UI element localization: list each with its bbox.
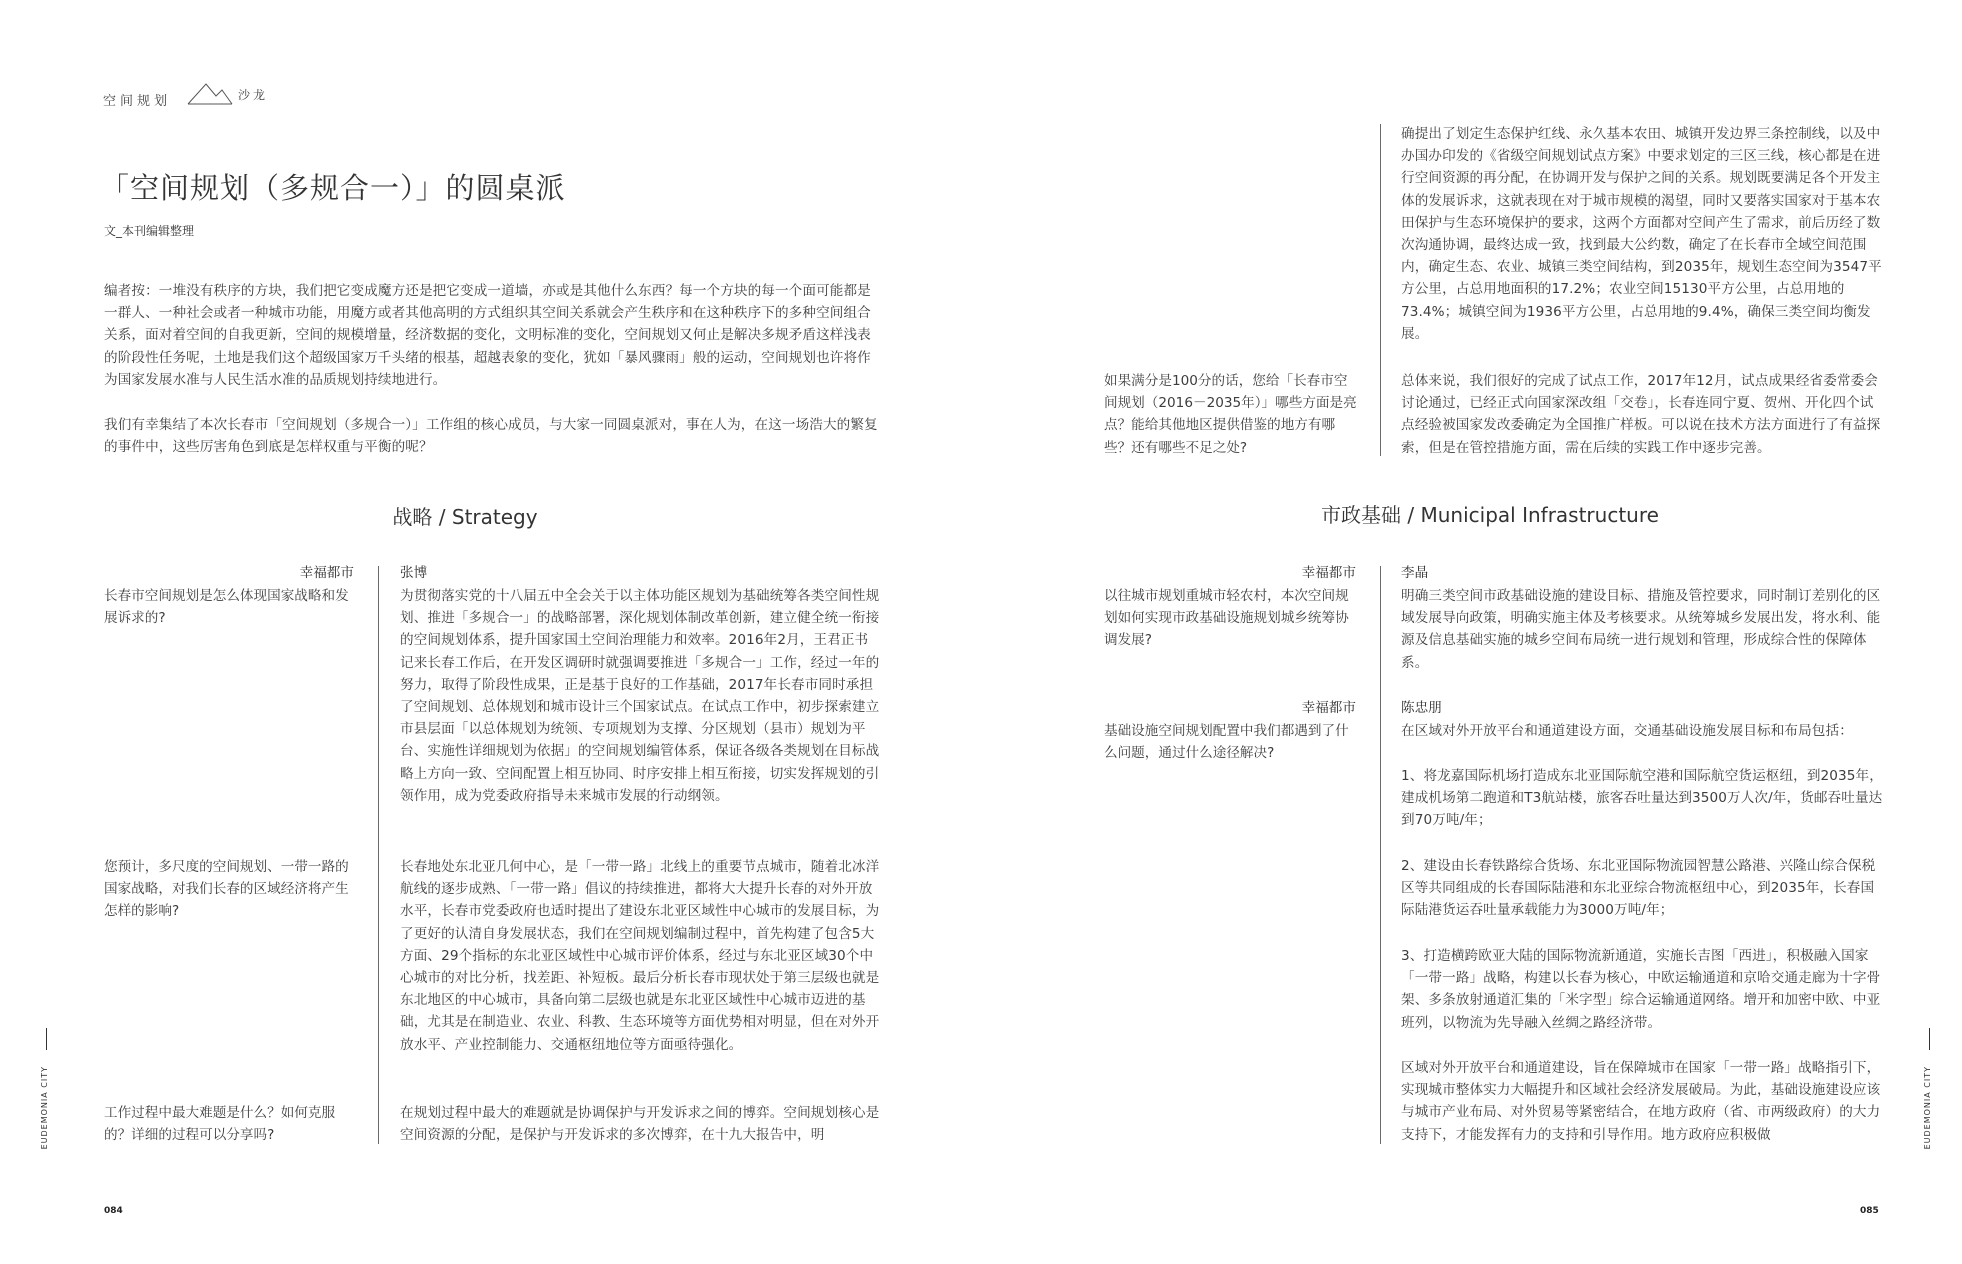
question-text: 以往城市规划重城市轻农村，本次空间规划如何实现市政基础设施规划城乡统筹协调发展? <box>1104 588 1349 649</box>
byline: 文_本刊编辑整理 <box>104 224 195 238</box>
answer-text: 在规划过程中最大的难题就是协调保护与开发诉求之间的博弈。空间规划核心是空间资源的分配，是保护与开发诉求的多次博弈，在十九大报告中，明 <box>400 1105 880 1144</box>
running-header-label: 沙龙 <box>238 88 269 102</box>
page-number-right: 085 <box>1860 1206 1879 1216</box>
running-header-section: 空间规划 <box>103 94 172 109</box>
column-divider <box>378 566 379 1144</box>
asker-name: 幸福都市 <box>1301 700 1356 716</box>
answer-text: 长春地处东北亚几何中心，是「一带一路」北线上的重要节点城市，随着北冰洋航线的逐步成熟、「一带一路」倡议的持续推进，都将大大提升长春的对外开放水平，长春市党委政府也适时提出了建设东北亚区域性中心城市的发展目标，为了更好的认清自身发展状态，我们在空间规划编制过程中，首先构建了包含5大方面、29个指标的东北亚区域性中心城市评价体系，经过与东北亚区域30个中心城市的对比分析，找差距、补短板。最后分析长春市现状处于第三层级也就是东北地区的中心城市，具备向第二层级也就是东北亚区域性中心城市迈进的基础，尤其是在制造业、农业、科教、生态环境等方面优势相对明显，但在对外开放水平、产业控制能力、交通枢纽地位等方面亟待强化。 <box>400 859 880 1053</box>
side-label-left: EUDEMONIA CITY <box>40 1066 49 1150</box>
question-text: 基础设施空间规划配置中我们都遇到了什么问题，通过什么途径解决? <box>1104 723 1349 762</box>
question-text: 如果满分是100分的话，您给「长春市空间规划（2016－2035年）」哪些方面是亮点？能给其他地区提供借鉴的地方有哪些？还有哪些不足之处? <box>1104 373 1357 456</box>
answerer-name: 张博 <box>400 565 428 581</box>
page-number-left: 084 <box>104 1206 123 1216</box>
answerer-name: 李晶 <box>1401 565 1429 581</box>
asker-name: 幸福都市 <box>299 565 354 581</box>
answer-text: 在区域对外开放平台和通道建设方面，交通基础设施发展目标和布局包括： <box>1401 723 1853 739</box>
side-tick <box>1929 1028 1930 1050</box>
mountain-triangle-icon <box>186 80 236 106</box>
side-label-right: EUDEMONIA CITY <box>1923 1066 1932 1150</box>
section-heading-infrastructure: 市政基础 / Municipal Infrastructure <box>1321 503 1659 527</box>
question-text: 长春市空间规划是怎么体现国家战略和发展诉求的? <box>104 588 349 627</box>
answer-text: 为贯彻落实党的十八届五中全会关于以主体功能区规划为基础统筹各类空间性规划、推进「多规合一」的战略部署，深化规划体制改革创新，建立健全统一衔接的空间规划体系，提升国家国土空间治理能力和效率。2016年2月，王君正书记来长春工作后，在开发区调研时就强调要推进「多规合一」工作，经过一年的努力，取得了阶段性成果，正是基于良好的工作基础，2017年长春市同时承担了空间规划、总体规划和城市设计三个国家试点。在试点工作中，初步探索建立市县层面「以总体规划为统领、专项规划为支撑、分区规划（县市）规划为平台、实施性详细规划为依据」的空间规划编管体系，保证各级各类规划在目标战略上方向一致、空间配置上相互协同、时序安排上相互衔接，切实发挥规划的引领作用，成为党委政府指导未来城市发展的行动纲领。 <box>400 588 880 804</box>
article-title: 「空间规划（多规合一）」的圆桌派 <box>100 171 566 205</box>
column-divider <box>1380 124 1381 456</box>
answer-text: 区域对外开放平台和通道建设，旨在保障城市在国家「一带一路」战略指引下，实现城市整体实力大幅提升和区域社会经济发展破局。为此，基础设施建设应该与城市产业布局、对外贸易等紧密结合，在地方政府（省、市两级政府）的大力支持下，才能发挥有力的支持和引导作用。地方政府应积极做 <box>1401 1060 1881 1143</box>
answer-text: 确提出了划定生态保护红线、永久基本农田、城镇开发边界三条控制线，以及中办国办印发的《省级空间规划试点方案》中要求划定的三区三线，核心都是在进行空间资源的再分配，在协调开发与保护之间的关系。规划既要满足各个开发主体的发展诉求，这就表现在对于城市规模的渴望，同时又要落实国家对于基本农田保护与生态环境保护的要求，这两个方面都对空间产生了需求，前后历经了数次沟通协调，最终达成一致，找到最大公约数，确定了在长春市全域空间范围内，确定生态、农业、城镇三类空间结构，到2035年，规划生态空间为3547平方公里，占总用地面积的17.2%；农业空间15130平方公里，占总用地的73.4%；城镇空间为1936平方公里，占总用地的9.4%，确保三类空间均衡发展。 <box>1401 126 1882 342</box>
question-text: 工作过程中最大难题是什么？如何克服的？详细的过程可以分享吗? <box>104 1105 336 1144</box>
section-heading-strategy: 战略 / Strategy <box>392 505 538 529</box>
answer-list-item: 2、建设由长春铁路综合货场、东北亚国际物流园智慧公路港、兴隆山综合保税区等共同组成的长春国际陆港和东北亚综合物流枢纽中心，到2035年，长春国际陆港货运吞吐量承载能力为3000万吨/年； <box>1401 858 1876 919</box>
side-tick <box>46 1028 47 1050</box>
question-text: 您预计，多尺度的空间规划、一带一路的国家战略，对我们长春的区域经济将产生怎样的影响? <box>104 859 349 920</box>
answer-text: 明确三类空间市政基础设施的建设目标、措施及管控要求，同时制订差别化的区域发展导向政策，明确实施主体及考核要求。从统筹城乡发展出发，将水利、能源及信息基础实施的城乡空间布局统一进行规划和管理，形成综合性的保障体系。 <box>1401 588 1881 671</box>
answer-list-item: 1、将龙嘉国际机场打造成东北亚国际航空港和国际航空货运枢纽，到2035年，建成机场第二跑道和T3航站楼，旅客吞吐量达到3500万人次/年，货邮吞吐量达到70万吨/年； <box>1401 768 1883 829</box>
answer-text: 总体来说，我们很好的完成了试点工作，2017年12月，试点成果经省委常委会讨论通过，已经正式向国家深改组「交卷」，长春连同宁夏、贺州、开化四个试点经验被国家发改委确定为全国推广样板。可以说在技术方法方面进行了有益探索，但是在管控措施方面，需在后续的实践工作中逐步完善。 <box>1401 373 1881 456</box>
answerer-name: 陈忠朋 <box>1401 700 1442 716</box>
asker-name: 幸福都市 <box>1301 565 1356 581</box>
intro-paragraph: 编者按：一堆没有秩序的方块，我们把它变成魔方还是把它变成一道墙，亦或是其他什么东西？每一个方块的每一个面可能都是一群人、一种社会或者一种城市功能，用魔方或者其他高明的方式组织其空间关系就会产生秩序和在这种秩序下的多种空间组合关系，面对着空间的自我更新，空间的规模增量，经济数据的变化，文明标准的变化，空间规划又何止是解决多规矛盾这样浅表的阶段性任务呢，土地是我们这个超级国家万千头绪的根基，超越表象的变化，犹如「暴风骤雨」般的运动，空间规划也许将作为国家发展水准与人民生活水准的品质规划持续地进行。 <box>104 283 871 388</box>
column-divider <box>1380 566 1381 1144</box>
answer-list-item: 3、打造横跨欧亚大陆的国际物流新通道，实施长吉图「西进」，积极融入国家「一带一路」战略，构建以长春为核心，中欧运输通道和京哈交通走廊为十字骨架、多条放射通道汇集的「米字型」综合运输通道网络。增开和加密中欧、中亚班列，以物流为先导融入丝绸之路经济带。 <box>1401 948 1881 1031</box>
intro-paragraph: 我们有幸集结了本次长春市「空间规划（多规合一）」工作组的核心成员，与大家一同圆桌派对，事在人为，在这一场浩大的繁复的事件中，这些厉害角色到底是怎样权重与平衡的呢？ <box>104 417 878 456</box>
